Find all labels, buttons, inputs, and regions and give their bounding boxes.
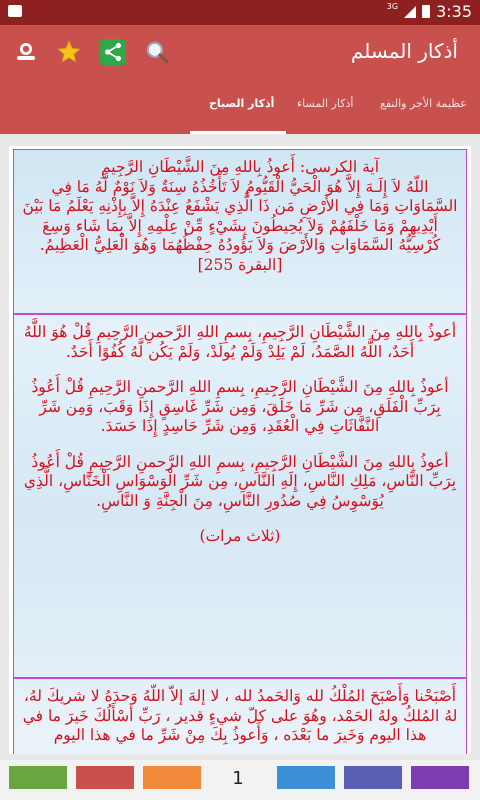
dhikr-card[interactable] xyxy=(13,314,467,678)
search-icon[interactable] xyxy=(143,38,171,66)
tab-great-reward[interactable]: عظيمة الأجر والنفع xyxy=(380,97,467,110)
user-icon[interactable] xyxy=(12,38,40,66)
app-bar xyxy=(0,25,480,80)
page-number: 1 xyxy=(232,768,244,789)
color-swatch-orange[interactable] xyxy=(143,766,201,789)
signal-icon xyxy=(404,6,416,18)
battery-icon xyxy=(422,5,430,18)
dhikr-paragraph: أعوذُ بِاللهِ مِنَ الشَّيْطَانِ الرَّجِيمِ، بِسمِ اللهِ الرَّحمنِ الرَّحِيمِ قُلْ هُوَ اللَّهُ أَحَدٌ، اللَّهُ الصَّمَدُ، لَمْ يَلِدْ وَلَمْ يُولَدْ، وَلَمْ يَكُن لَّهُ كُفُوًا أَحَدٌ. xyxy=(23,323,457,361)
status-bar xyxy=(0,0,480,25)
dhikr-paragraph: أعوذُ بِاللهِ مِنَ الشَّيْطَانِ الرَّجِيمِ، بِسمِ اللهِ الرَّحمنِ الرَّحِيمِ قُلْ أَعُوذُ بِرَبِّ الْفَلَقِ، مِن شَرِّ مَا خَلَقَ، وَمِن شَرِّ غَاسِقٍ إِذَا وَقَبَ، وَمِن شَرِّ النَّفَّاثَاتِ فِي الْعُقَدِ، وَمِن شَرِّ حَاسِدٍ إِذَا حَسَدَ. xyxy=(31,378,449,435)
color-swatch-green[interactable] xyxy=(9,766,67,789)
dhikr-text: أَصْبَحْنا وَأَصْبَحَ المُلْكُ لله وَالحَمدُ لله ، لا إلهَ إلاّ اللّهُ وَحدَهُ لا شريكَ لهُ، لهُ المُلكُ ولهُ الحَمْد، وهُوَ على كلّ شيءٍ قدير ، رَبِّ أسْأَلُكَ خَيرَ ما في هذا اليوم وَخَيرَ ما بَعْدَه ، وَأَعوذُ بِكَ مِنْ شَرِّ ما في هذا اليوم xyxy=(22,687,458,744)
color-swatch-red[interactable] xyxy=(76,766,134,789)
dhikr-card[interactable] xyxy=(13,149,467,314)
tab-evening-adhkar[interactable]: أذكار المساء xyxy=(297,97,354,110)
bottom-bar xyxy=(0,760,480,800)
repeat-count: (ثلاث مرات) xyxy=(199,527,281,545)
status-time: 3:35 xyxy=(436,2,472,21)
tab-morning-adhkar[interactable]: أذكار الصباح xyxy=(209,97,275,110)
dhikr-text: آية الكرسى: أَعوذُ بِاللهِ مِنَ الشَّيْطَانِ الرَّجِيمِ اللّهُ لاَ إِلَـهَ إِلاَّ هُوَ الْحَيُّ الْقَيُّومُ لاَ تَأْخُذُهُ سِنَةٌ وَلاَ نَوْمٌ لَّهُ مَا فِي السَّمَاوَاتِ وَمَا فِي الأَرْضِ مَن ذَا الَّذِي يَشْفَعُ عِنْدَهُ إِلاَّ بِإِذْنِهِ يَعْلَمُ مَا بَيْنَ أَيْدِيهِمْ وَمَا خَلْفَهُمْ وَلاَ يُحِيطُونَ بِشَيْءٍ مِّنْ عِلْمِهِ إِلاَّ بِمَا شَاء وَسِعَ كُرْسِيُّهُ السَّمَاوَاتِ وَالأَرْضَ وَلاَ يَؤُودُهُ حِفْظُهُمَا وَهُوَ الْعَلِيُّ الْعَظِيمُ. [البقرة 255] xyxy=(22,158,458,274)
color-swatch-blue[interactable] xyxy=(277,766,335,789)
notification-icon xyxy=(8,5,22,17)
dhikr-card[interactable] xyxy=(13,678,467,754)
color-swatch-indigo[interactable] xyxy=(344,766,402,789)
status-right xyxy=(387,2,472,21)
share-icon[interactable] xyxy=(99,38,127,66)
content-panel[interactable] xyxy=(9,146,471,754)
app-title: أذكار المسلم xyxy=(350,39,458,63)
star-icon[interactable] xyxy=(55,38,83,66)
network-type: 3G xyxy=(386,2,399,11)
active-tab-indicator xyxy=(190,131,286,134)
tab-bar xyxy=(0,80,480,134)
dhikr-paragraph: أعوذُ بِاللهِ مِنَ الشَّيْطَانِ الرَّجِيمِ، بِسمِ اللهِ الرَّحمنِ الرَّحِيمِ قُلْ أَعُوذُ بِرَبِّ النَّاسِ، مَلِكِ النَّاسِ، إِلَهِ النَّاسِ، مِن شَرِّ الْوَسْوَاسِ الْخَنَّاسِ، الَّذِي يُوَسْوِسُ فِي صُدُورِ النَّاسِ، مِنَ الْجِنَّةِ وَ النَّاسِ. xyxy=(23,452,457,510)
color-swatch-purple[interactable] xyxy=(411,766,469,789)
